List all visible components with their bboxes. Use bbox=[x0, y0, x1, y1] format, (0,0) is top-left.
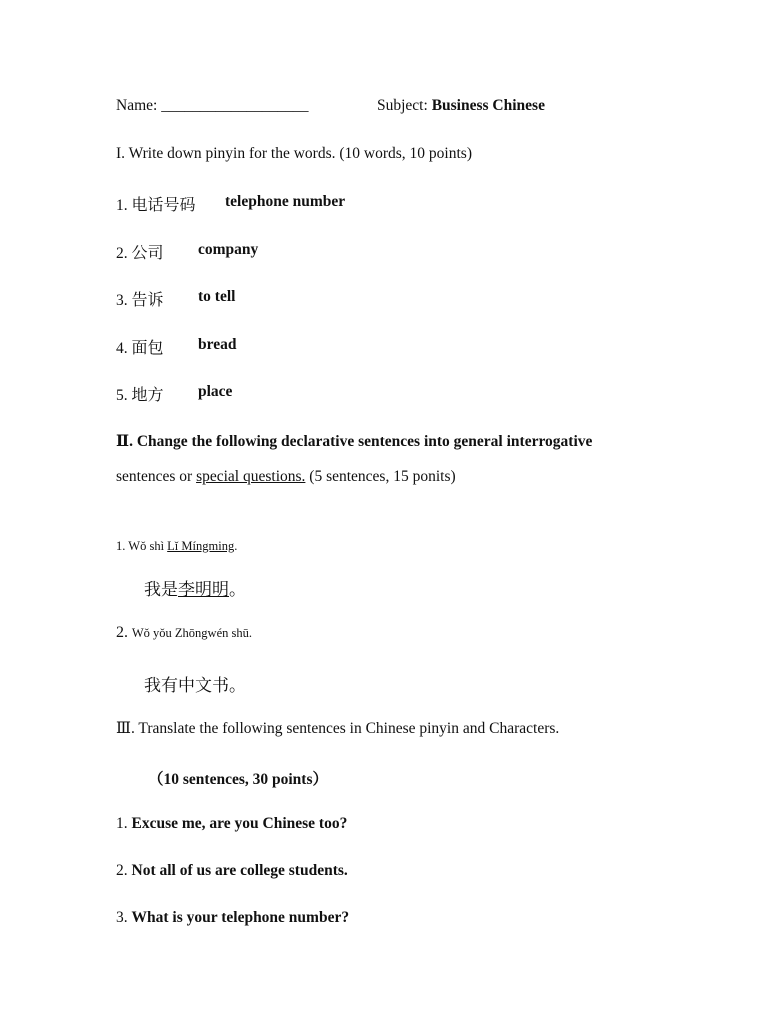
sentence-num: 1. bbox=[116, 539, 126, 553]
sentence-2-pinyin bbox=[116, 624, 252, 642]
chinese-pre: 我是 bbox=[144, 580, 178, 600]
section2-heading-post: (5 sentences, 15 ponits) bbox=[305, 468, 456, 485]
vocab-english-1: telephone number bbox=[225, 193, 346, 210]
pinyin-underlined: Lǐ Míngming bbox=[167, 539, 235, 553]
section2-heading-pre: sentences or bbox=[116, 468, 197, 485]
name-label: Name: bbox=[116, 97, 158, 114]
translate-item-2 bbox=[116, 862, 348, 880]
vocab-english-3: to tell bbox=[198, 288, 236, 305]
pinyin: Wǒ yǒu Zhōngwén shū. bbox=[131, 626, 252, 640]
sentence-num: 2. bbox=[116, 624, 128, 641]
vocab-english-2: company bbox=[198, 241, 259, 258]
vocab-item-4 bbox=[116, 335, 164, 358]
translate-num: 2. bbox=[116, 862, 128, 879]
translate-item-1 bbox=[116, 815, 347, 833]
chinese-post: 。 bbox=[229, 580, 246, 600]
section1-heading: I. Write down pinyin for the words. (10 words, 10 points) bbox=[116, 145, 472, 162]
vocab-num: 1. bbox=[116, 197, 128, 214]
translate-num: 3. bbox=[116, 909, 128, 926]
vocab-num: 3. bbox=[116, 292, 128, 309]
translate-text: Not all of us are college students. bbox=[131, 862, 348, 879]
name-blank: ___________________ bbox=[161, 97, 309, 114]
section2-heading-line2 bbox=[116, 468, 456, 486]
vocab-chinese: 公司 bbox=[131, 243, 164, 262]
subject-line bbox=[377, 97, 545, 115]
vocab-chinese: 面包 bbox=[131, 338, 164, 357]
vocab-chinese: 告诉 bbox=[131, 290, 164, 309]
sentence-1-chinese bbox=[144, 575, 246, 600]
vocab-num: 4. bbox=[116, 340, 128, 357]
chinese-underlined: 李明明 bbox=[178, 580, 229, 600]
vocab-item-1 bbox=[116, 192, 196, 215]
vocab-num: 2. bbox=[116, 245, 128, 262]
translate-text: What is your telephone number? bbox=[131, 909, 350, 926]
pinyin-pre: Wǒ shì bbox=[128, 539, 168, 553]
vocab-english-4: bread bbox=[198, 336, 237, 353]
translate-item-3 bbox=[116, 909, 349, 927]
section3-heading: Ⅲ. Translate the following sentences in Chinese pinyin and Characters. bbox=[116, 720, 560, 737]
sentence-2-chinese: 我有中文书。 bbox=[144, 676, 246, 696]
sentence-1-pinyin bbox=[116, 539, 237, 554]
translate-num: 1. bbox=[116, 815, 128, 832]
pinyin-post: . bbox=[234, 539, 238, 553]
header-line bbox=[116, 97, 308, 115]
subject-value: Business Chinese bbox=[431, 97, 545, 114]
vocab-chinese: 地方 bbox=[131, 385, 164, 404]
vocab-item-2 bbox=[116, 240, 164, 263]
vocab-english-5: place bbox=[198, 383, 233, 400]
section2-heading-underlined: special questions. bbox=[196, 468, 306, 485]
vocab-item-3 bbox=[116, 287, 164, 310]
vocab-item-5 bbox=[116, 382, 164, 405]
vocab-num: 5. bbox=[116, 387, 128, 404]
section2-heading-line1: Ⅱ. Change the following declarative sentences into general interrogative bbox=[116, 433, 593, 450]
subject-label: Subject: bbox=[377, 97, 428, 114]
section3-subheading: （10 sentences, 30 points） bbox=[148, 771, 328, 788]
vocab-chinese: 电话号码 bbox=[131, 195, 196, 214]
translate-text: Excuse me, are you Chinese too? bbox=[131, 815, 348, 832]
